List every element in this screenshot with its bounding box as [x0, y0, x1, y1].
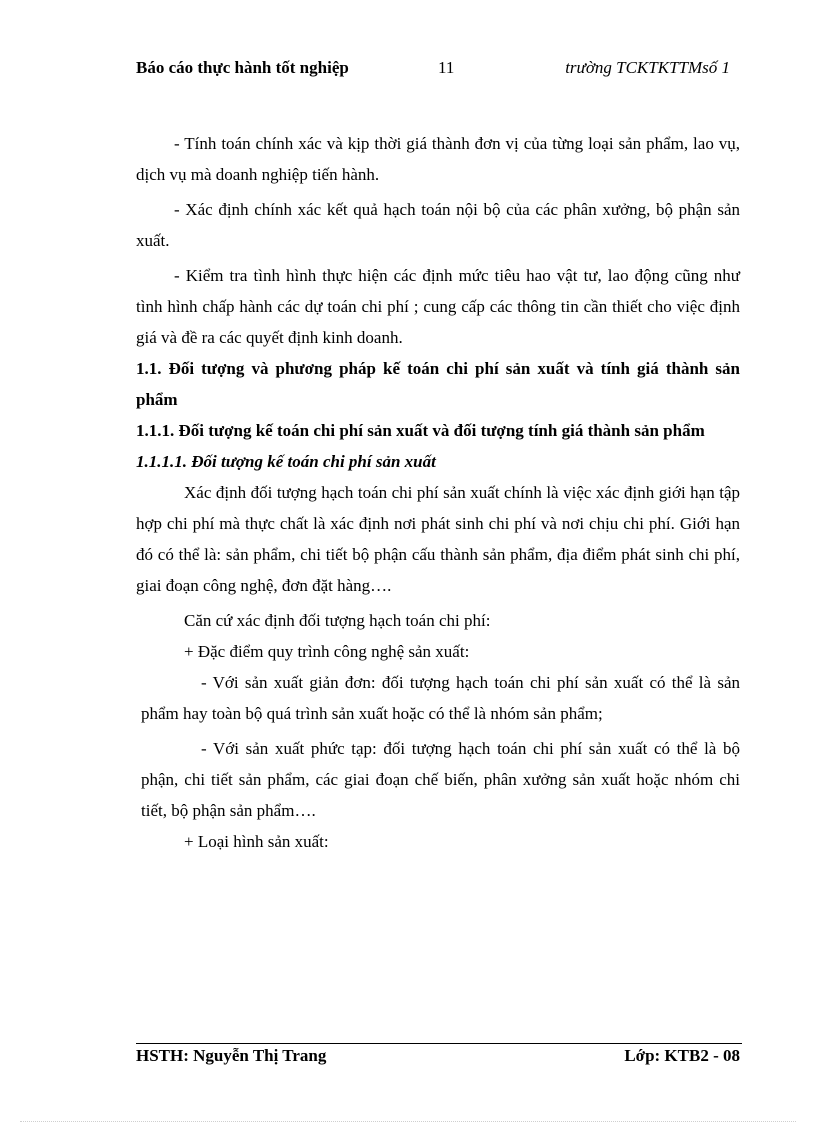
- page-edge-dotted-line: [20, 1121, 796, 1122]
- heading-1-1-1: 1.1.1. Đối tượng kế toán chi phí sản xuất và đối tượng tính giá thành sản phẩm: [136, 421, 705, 440]
- report-title: Báo cáo thực hành tốt nghiệp: [136, 58, 349, 77]
- paragraph-6: + Đặc điểm quy trình công nghệ sản xuất:: [184, 642, 470, 661]
- student-name: HSTH: Nguyễn Thị Trang: [136, 1046, 327, 1065]
- paragraph-8: - Với sản xuất phức tạp: đối tượng hạch toán chi phí sản xuất có thể là bộ phận, chi tiết sản phẩm, các giai đoạn chế biến, phân xưởng sản xuất hoặc nhóm chi tiết, bộ phận sản phẩm….: [141, 739, 740, 820]
- paragraph-2: - Xác định chính xác kết quả hạch toán nội bộ của các phân xưởng, bộ phận sản xuất.: [136, 200, 740, 250]
- school-name: trường TCKTKTTMsố 1: [565, 58, 730, 77]
- footer-divider: [136, 1043, 742, 1044]
- document-body: [136, 128, 740, 857]
- page-header: [136, 58, 742, 82]
- paragraph-1: - Tính toán chính xác và kịp thời giá thành đơn vị của từng loại sản phẩm, lao vụ, dịch vụ mà doanh nghiệp tiến hành.: [136, 134, 740, 184]
- class-name: Lớp: KTB2 - 08: [624, 1046, 740, 1065]
- paragraph-7: - Với sản xuất giản đơn: đối tượng hạch toán chi phí sản xuất có thể là sản phẩm hay toàn bộ quá trình sản xuất hoặc có thể là nhóm sản phẩm;: [141, 673, 740, 723]
- paragraph-3: - Kiểm tra tình hình thực hiện các định mức tiêu hao vật tư, lao động cũng như tình hình chấp hành các dự toán chi phí ; cung cấp các thông tin cần thiết cho việc định giá và đề ra các quyết định kinh doanh.: [136, 266, 740, 347]
- paragraph-5: Căn cứ xác định đối tượng hạch toán chi phí:: [184, 611, 491, 630]
- heading-1-1: 1.1. Đối tượng và phương pháp kế toán chi phí sản xuất và tính giá thành sản phẩm: [136, 359, 740, 409]
- heading-1-1-1-1: 1.1.1.1. Đối tượng kế toán chi phí sản xuất: [136, 452, 436, 471]
- page-number: 11: [438, 58, 455, 77]
- paragraph-4: Xác định đối tượng hạch toán chi phí sản xuất chính là việc xác định giới hạn tập hợp chi phí mà thực chất là xác định nơi phát sinh chi phí và nơi chịu chi phí. Giới hạn đó có thể là: sản phẩm, chi tiết bộ phận cấu thành sản phẩm, địa điểm phát sinh chi phí, giai đoạn công nghệ, đơn đặt hàng….: [136, 483, 740, 595]
- paragraph-9: + Loại hình sản xuất:: [184, 832, 329, 851]
